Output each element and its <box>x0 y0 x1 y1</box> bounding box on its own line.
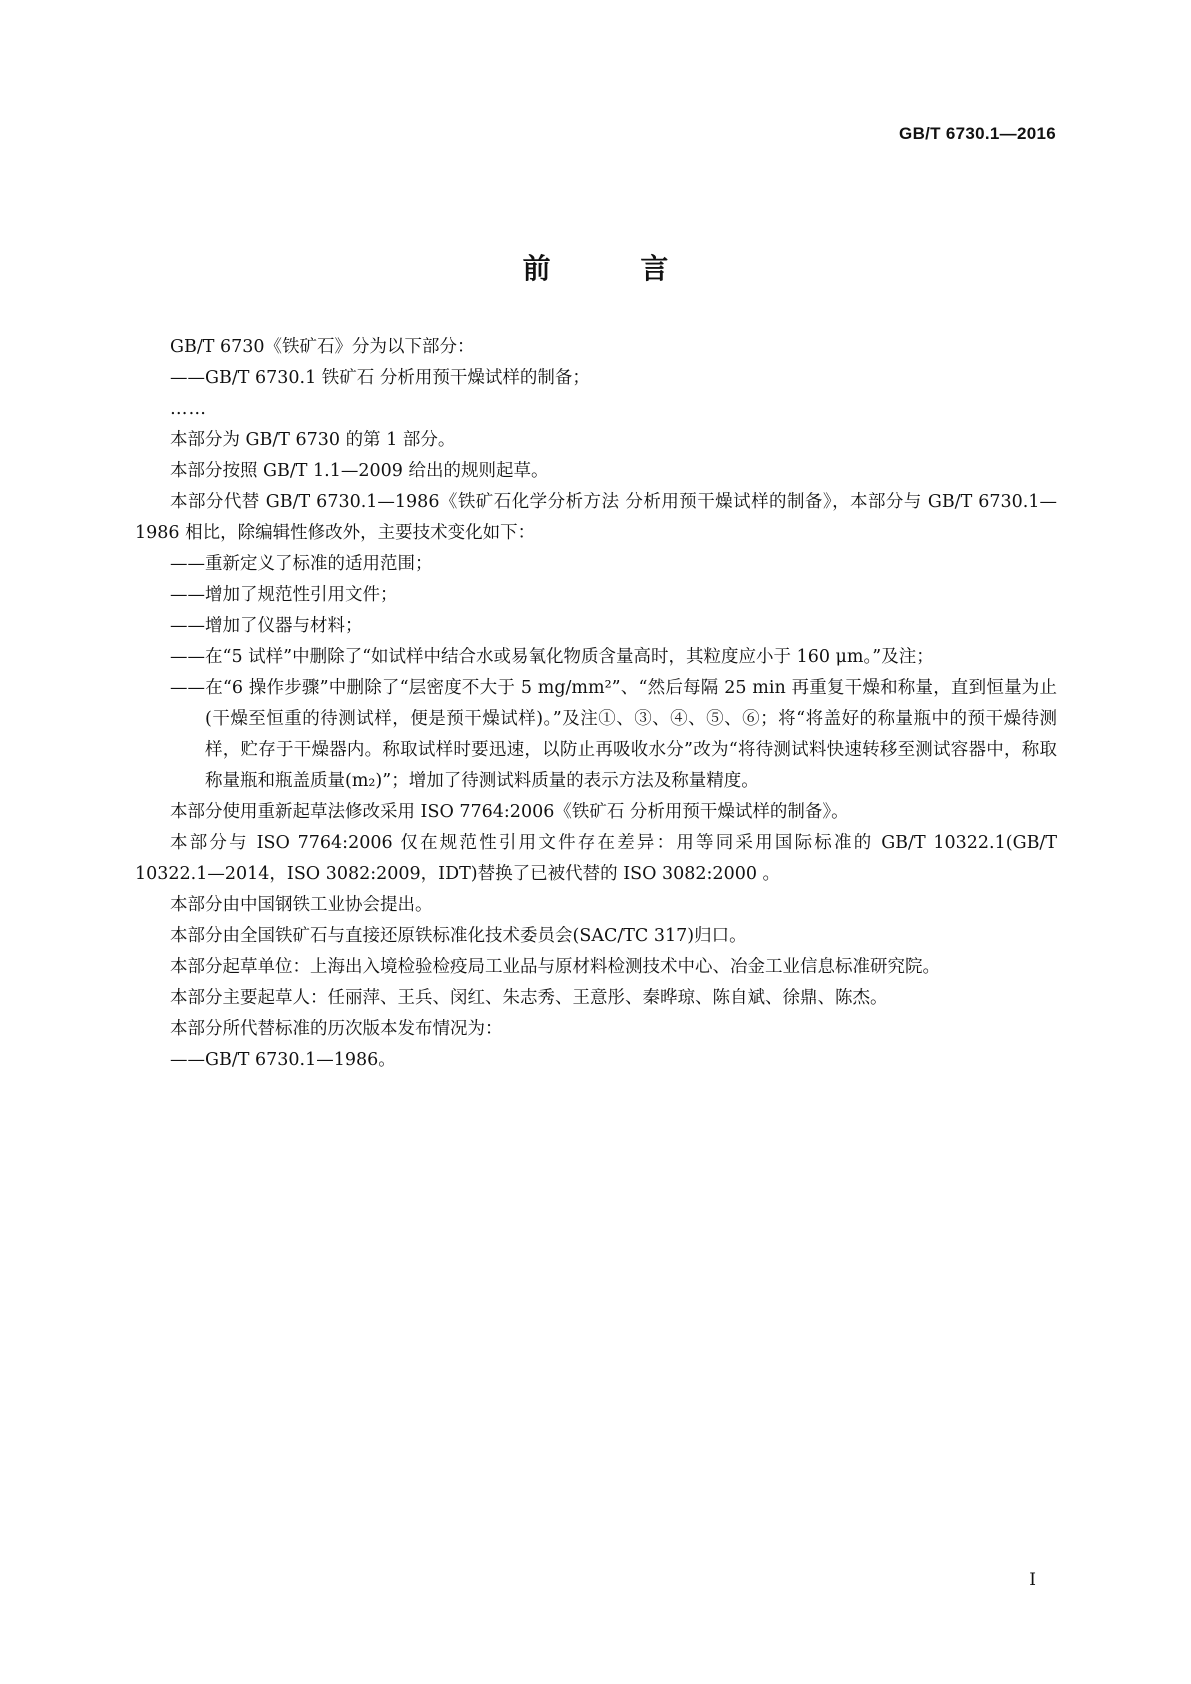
paragraph-drafting-units: 本部分起草单位：上海出入境检验检疫局工业品与原材料检测技术中心、冶金工业信息标准研究院。 <box>170 957 940 977</box>
paragraph-proposed-by: 本部分由中国钢铁工业协会提出。 <box>170 895 433 915</box>
list-item-previous-edition: ——GB/T 6730.1—1986。 <box>170 1050 396 1070</box>
paragraph-previous-editions: 本部分所代替标准的历次版本发布情况为： <box>170 1019 503 1039</box>
paragraph-technical-committee: 本部分由全国铁矿石与直接还原铁标准化技术委员会(SAC/TC 317)归口。 <box>170 926 747 946</box>
paragraph-iso-adoption: 本部分使用重新起草法修改采用 ISO 7764:2006《铁矿石 分析用预干燥试样的制备》。 <box>170 802 849 822</box>
foreword-body <box>135 332 1057 1076</box>
paragraph-part-statement: 本部分为 GB/T 6730 的第 1 部分。 <box>170 430 456 450</box>
paragraph-drafting-rules: 本部分按照 GB/T 1.1—2009 给出的规则起草。 <box>170 461 549 481</box>
list-item-change-references: ——增加了规范性引用文件； <box>170 585 398 605</box>
list-item-change-scope: ——重新定义了标准的适用范围； <box>170 554 433 574</box>
page-title: 前 言 <box>522 251 709 285</box>
list-item-change-procedure: ——在“6 操作步骤”中删除了“层密度不大于 5 mg/mm²”、“然后每隔 25 min 再重复干燥和称量，直到恒量为止(干燥至恒重的待测试样，便是预干燥试样)。”及注①、③、④、⑤、⑥；将“将盖好的称量瓶中的预干燥待测样，贮存于干燥器内。称取试样时要迅速，以防止再吸收水分”改为“将待测试料快速转移至测试容器中，称取称量瓶和瓶盖质量(m₂)”；增加了待测试料质量的表示方法及称量精度。 <box>170 678 1057 791</box>
ellipsis: …… <box>170 399 207 419</box>
paragraph-iso-differences: 本部分与 ISO 7764:2006 仅在规范性引用文件存在差异：用等同采用国际标准的 GB/T 10322.1(GB/T 10322.1—2014，ISO 3082:2009，IDT)替换了已被代替的 ISO 3082:2000 。 <box>135 833 1057 884</box>
list-item-part-1: ——GB/T 6730.1 铁矿石 分析用预干燥试样的制备； <box>170 368 590 388</box>
page-number: I <box>1029 1570 1036 1590</box>
paragraph-drafters: 本部分主要起草人：任丽萍、王兵、闵红、朱志秀、王意彤、秦晔琼、陈自斌、徐鼎、陈杰。 <box>170 988 888 1008</box>
list-item-change-sample: ——在“5 试样”中删除了“如试样中结合水或易氧化物质含量高时，其粒度应小于 160 μm。”及注； <box>170 647 934 667</box>
list-item-change-apparatus: ——增加了仪器与材料； <box>170 616 363 636</box>
paragraph-parts-intro: GB/T 6730《铁矿石》分为以下部分： <box>170 337 475 357</box>
document-code: GB/T 6730.1—2016 <box>899 124 1056 143</box>
paragraph-replacement: 本部分代替 GB/T 6730.1—1986《铁矿石化学分析方法 分析用预干燥试样的制备》，本部分与 GB/T 6730.1—1986 相比，除编辑性修改外，主要技术变化如下： <box>135 492 1057 543</box>
